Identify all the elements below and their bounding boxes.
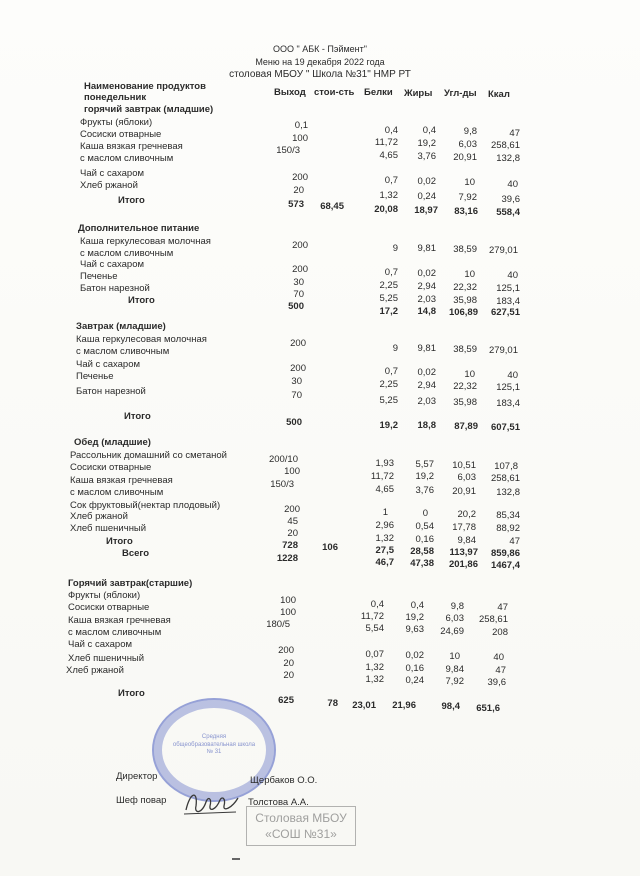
chef-label: Шеф повар bbox=[116, 795, 167, 806]
director-name: Щербаков О.О. bbox=[250, 775, 318, 786]
col-output: Выход bbox=[274, 87, 306, 98]
company-name: ООО " АБК - Пэймент" bbox=[273, 44, 367, 54]
page-mark bbox=[232, 858, 240, 860]
rect-stamp-line1: Столовая МБОУ bbox=[255, 811, 347, 825]
section-title: Завтрак (младшие) bbox=[76, 321, 166, 332]
section-title: Обед (младшие) bbox=[74, 437, 151, 448]
col-name-line1: Наименование продуктов bbox=[84, 81, 206, 92]
col-cost: стои-сть bbox=[314, 88, 355, 98]
school-name: столовая МБОУ " Школа №31" НМР РТ bbox=[229, 69, 411, 80]
menu-document: ООО " АБК - Пэймент" Меню на 19 декабря 2022 года столовая МБОУ " Школа №31" НМР РТ Наименование продуктов понедельник Выход стои-сть Белки Жиры Угл-ды Ккал горячий завтрак (младшие) Фрукты (яблоки) 0,1 0,4 0,4 9,8 47 Сосиски отварные 100 11,72 19,2 6,03 258,61 Каша вязкая гречневая с маслом сливочным 150/3 4,65 3,76 20,91 132,8 Чай с сахаром 200 0,7 0,02 10 40 Хлеб ржаной 20 1,32 0,24 7,92 39,6 Итого 573 68,45 20,08 18,97 83,16 558,4 Дополнительное питание Каша геркулесовая молочная с маслом сливочным 200 9 9,81 38,59 279,01 Чай с сахаром 200 0,7 0,02 10 40 Печенье 30 2,25 2,94 22,32 125,1 Батон нарезной 70 5,25 2,03 35,98 183,4 Итого 500 17,2 14,8 106,89 627,51 Завтрак (младшие) Каша геркулесовая молочная с маслом сливочным 200 9 9,81 38,59 279,01 Чай с сахаром 200 0,7 0,02 10 40 Печенье 30 2,25 2,94 22,32 125,1 Батон нарезной 70 5,25 2,03 35,98 183,4 Итого 500 19,2 18,8 87,89 607,51 Обед (младшие) Рассольник домашний со сметаной 200/10 1,93 5,57 10,51 107,8 Сосиски отварные 100 11,72 19,2 6,03 258,61 Каша вязкая гречневая с маслом сливочным 150/3 4,65 3,76 20,91 132,8 Сок фруктовый(нектар плодовый) 200 1 0 20,2 85,34 Хлеб ржаной 45 2,96 0,54 17,78 88,92 Хлеб пшеничный 20 1,32 0,16 9,84 47 Итого 728 106 27,5 28,58 113,97 859,86 Всего 1228 46,7 47,38 201,86 1467,4 Горячий завтрак(старшие) Фрукты (яблоки) 100 0,4 0,4 9,8 47 Сосиски отварные 100 11,72 19,2 6,03 258,61 Каша вязкая гречневая с маслом сливочным 180/5 5,54 9,63 24,69 208 Чай с сахаром 200 0,07 0,02 10 40 Хлеб пшеничный 20 1,32 0,16 9,84 47 Хлеб ржаной 20 1,32 0,24 7,92 39,6 Итого 625 78 23,01 21,96 98,4 651,6 Средняя общеобразовательная школа № 31 Директор Щербаков О.О. Шеф повар Толстова А.А. Столовая МБОУ «СОШ №31» bbox=[0, 0, 640, 876]
director-label: Директор bbox=[116, 771, 158, 782]
menu-date: Меню на 19 декабря 2022 года bbox=[255, 57, 385, 67]
rect-stamp bbox=[246, 806, 356, 846]
col-name-line2: понедельник bbox=[84, 92, 147, 103]
chef-name: Толстова А.А. bbox=[248, 797, 309, 808]
col-proteins: Белки bbox=[364, 87, 393, 98]
section-title: горячий завтрак (младшие) bbox=[84, 104, 214, 115]
col-carbs: Угл-ды bbox=[444, 88, 477, 99]
section-title: Дополнительное питание bbox=[78, 223, 200, 234]
section-title: Горячий завтрак(старшие) bbox=[68, 578, 193, 589]
stamp-text: Средняя общеобразовательная школа № 31 bbox=[172, 734, 256, 755]
col-kcal: Ккал bbox=[488, 89, 510, 100]
chef-signature bbox=[180, 784, 242, 820]
col-fats: Жиры bbox=[404, 88, 433, 99]
rect-stamp-line2: «СОШ №31» bbox=[265, 827, 337, 841]
